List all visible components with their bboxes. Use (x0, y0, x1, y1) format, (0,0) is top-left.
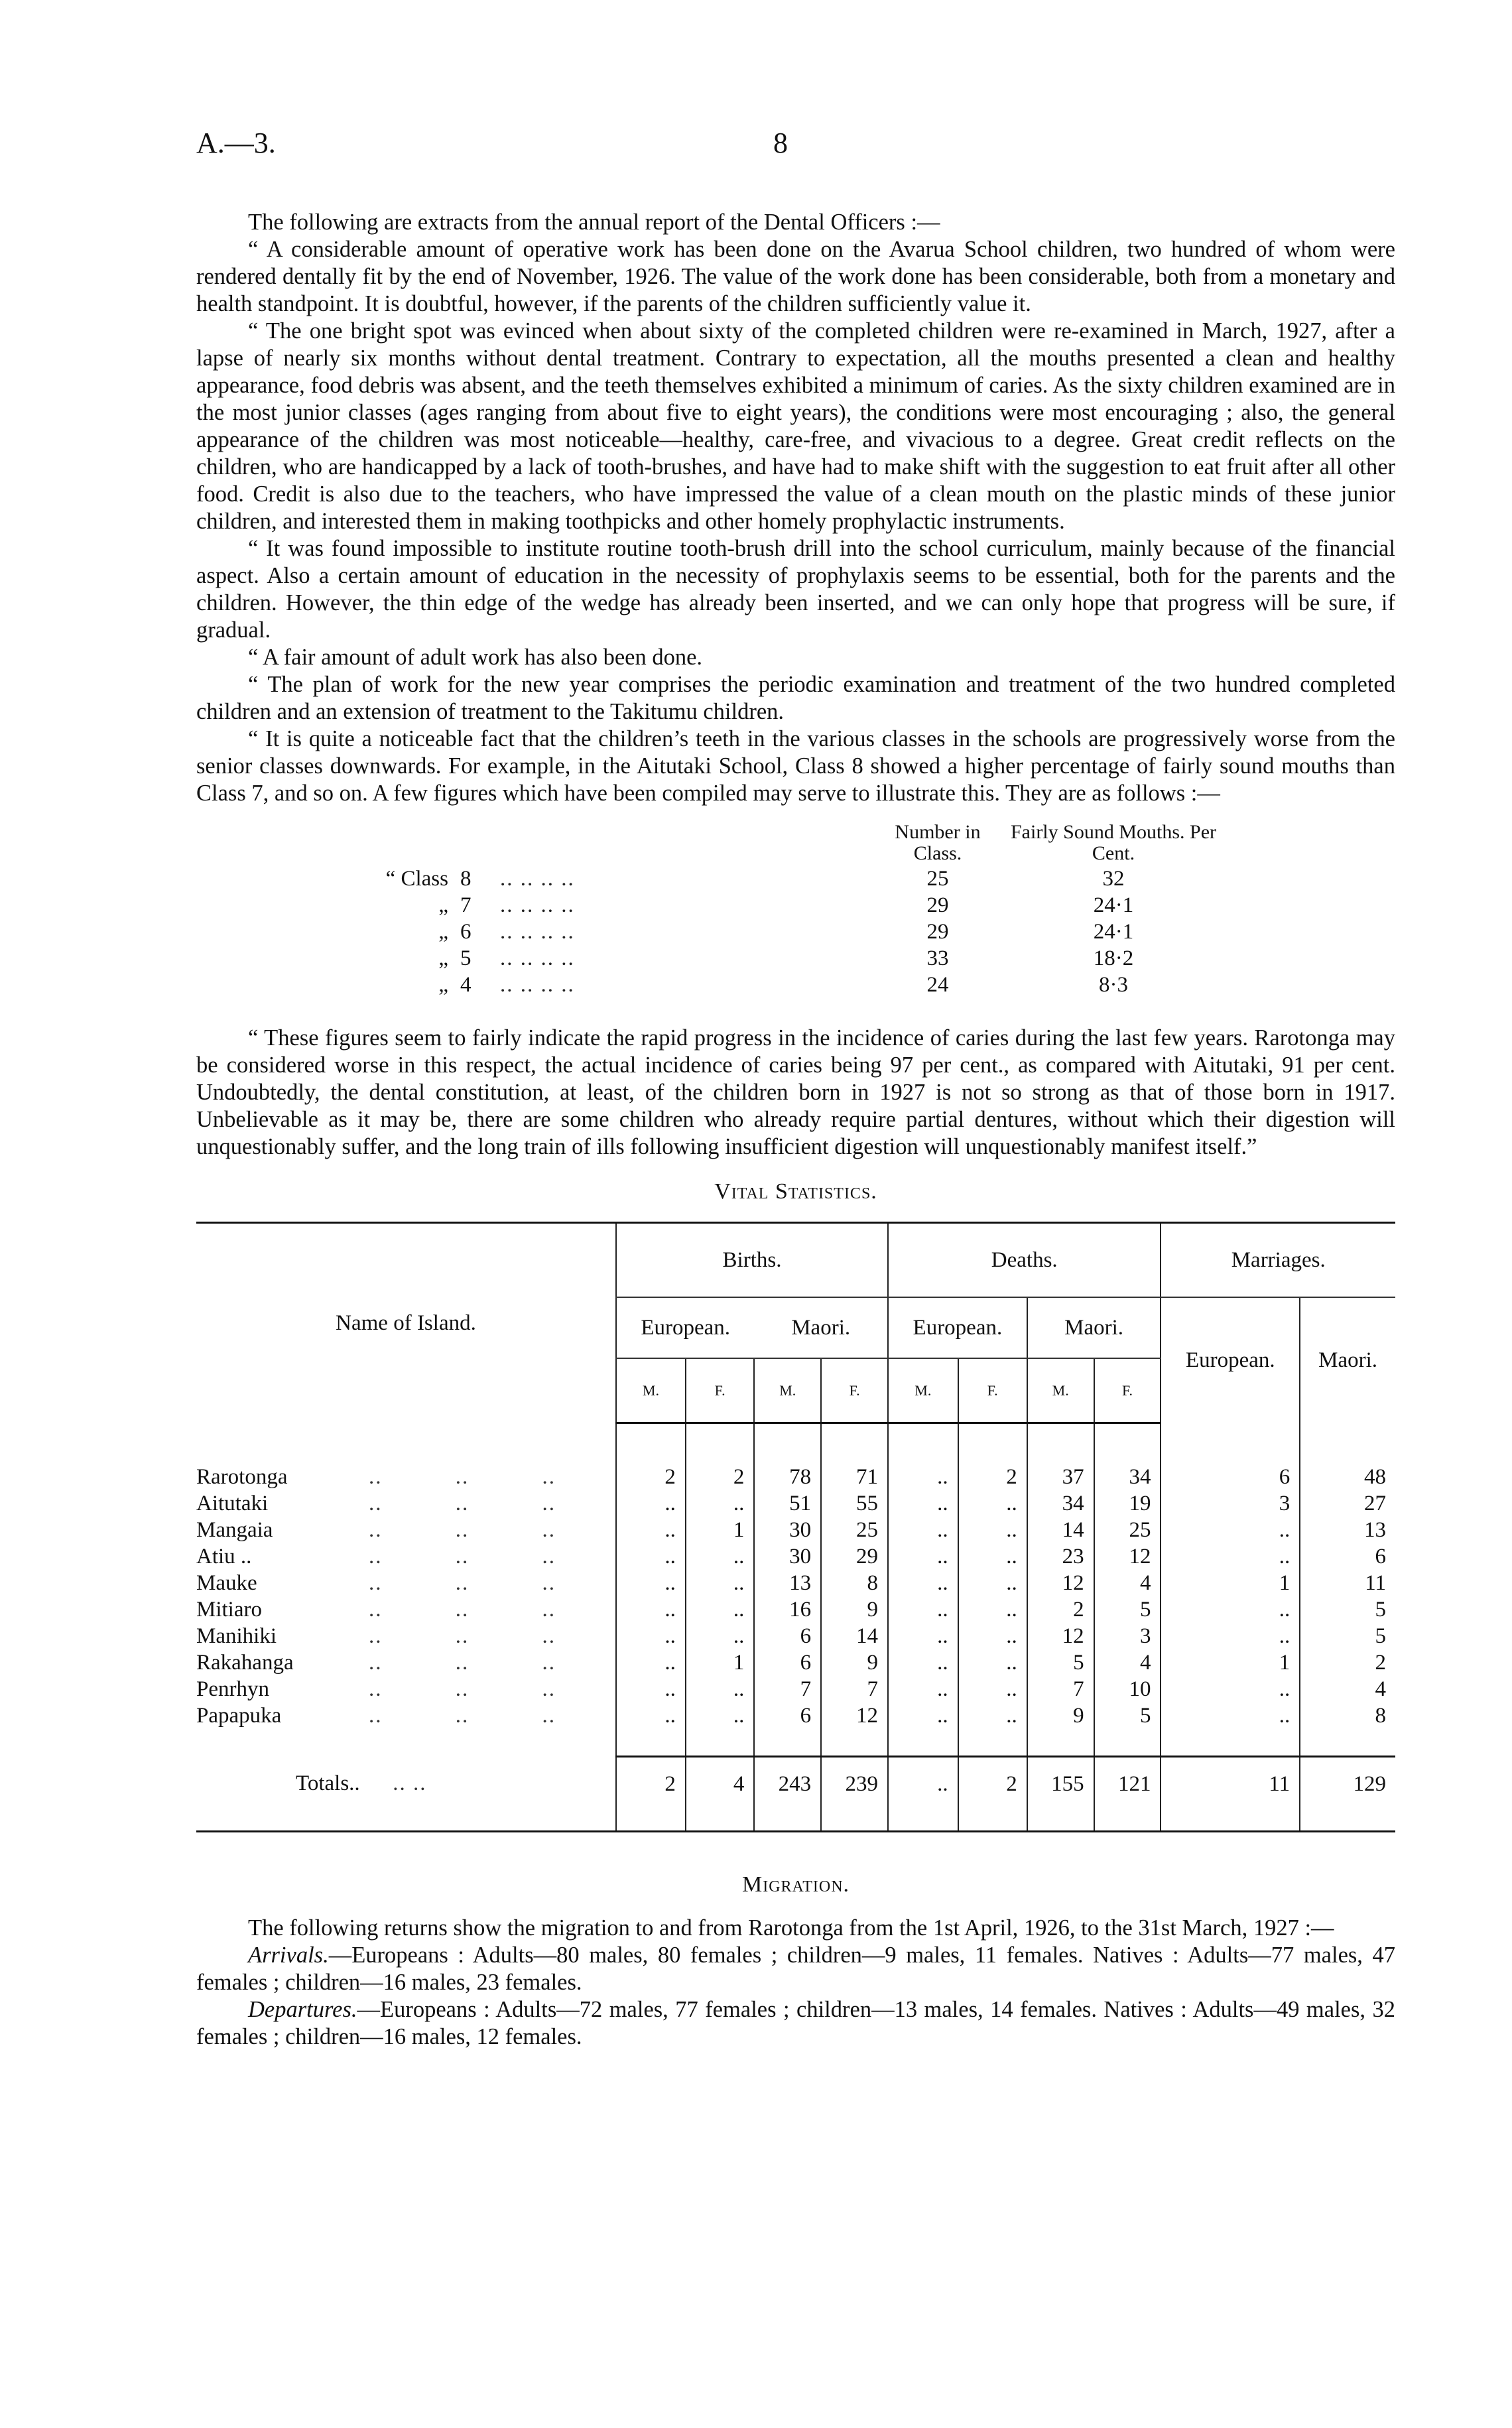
cell-b-ma-m: 30 (754, 1517, 821, 1543)
deaths-eu-f-header: F. (958, 1358, 1027, 1423)
deaths-ma-m-header: M. (1027, 1358, 1094, 1423)
cell-d-ma-m: 37 (1027, 1464, 1094, 1490)
cell-m-eu: 1 (1161, 1570, 1300, 1596)
cell-b-ma-f: 9 (821, 1596, 888, 1623)
cell-d-eu-f: .. (958, 1676, 1027, 1702)
dental-paragraph: “ It was found impossible to institute routine tooth-brush drill into the school curriculum, mainly because of the financial aspect. Also a certain amount of education in the necessity of prophylaxis seems to be essential, both for the parents and the children. However, the thin edge of the wedge has already been inserted, and we can only hope that progress will be sure, if gradual. (196, 536, 1395, 643)
cell-d-ma-m: 9 (1027, 1702, 1094, 1729)
vital-statistics-title: Vital Statistics. (714, 1179, 877, 1204)
vital-statistics-table (196, 1222, 1395, 1832)
table-row (196, 1649, 1395, 1676)
document-page (196, 126, 1395, 2051)
cell-b-eu-f: .. (686, 1623, 754, 1649)
cell-b-eu-f: .. (686, 1490, 754, 1517)
dental-paragraph: “ It is quite a noticeable fact that the children’s teeth in the various classes in the schools are progressively worse from the senior classes downwards. For example, in the Aitutaki School, Class 8 showed a higher percentage of fairly sound mouths than Class 7, and so on. A few figures which have been compiled may serve to illustrate this. They are as follows :— (196, 726, 1395, 806)
deaths-ma-f-header: F. (1094, 1358, 1161, 1423)
migration-title: Migration. (741, 1872, 850, 1897)
island-name-cell: Mangaia .. .. .. (196, 1518, 556, 1542)
cell-b-eu-f: .. (686, 1676, 754, 1702)
cell-m-ma: 11 (1300, 1570, 1395, 1596)
births-ma-f-header: F. (821, 1358, 888, 1423)
cell-b-eu-m: .. (616, 1543, 686, 1570)
cell-d-ma-f: 12 (1094, 1543, 1161, 1570)
marriages-header: Marriages. (1161, 1223, 1395, 1298)
island-name-cell: Penrhyn .. .. .. (196, 1677, 556, 1701)
cell-d-ma-m: 23 (1027, 1543, 1094, 1570)
cell-d-eu-m: .. (888, 1543, 958, 1570)
births-maori-header: Maori. (754, 1297, 888, 1358)
island-name-cell: Mauke .. .. .. (196, 1571, 556, 1595)
cell-d-ma-f: 4 (1094, 1649, 1161, 1676)
cell-d-ma-f: 34 (1094, 1464, 1161, 1490)
cell-d-ma-f: 5 (1094, 1596, 1161, 1623)
cell-b-ma-m: 7 (754, 1676, 821, 1702)
cell-d-ma-m: 5 (1027, 1649, 1094, 1676)
totals-row: Totals.. .. .. 2 4 243 239 .. 2 155 121 11 129 (196, 1757, 1395, 1811)
cell-b-ma-f: 25 (821, 1517, 888, 1543)
running-header (196, 126, 1395, 172)
cell-b-eu-m: .. (616, 1649, 686, 1676)
cell-m-ma: 2 (1300, 1649, 1395, 1676)
cell-d-ma-m: 14 (1027, 1517, 1094, 1543)
migration-departures (196, 1996, 1395, 2051)
cell-b-eu-f: .. (686, 1596, 754, 1623)
cell-b-eu-m: .. (616, 1490, 686, 1517)
cell-d-ma-f: 25 (1094, 1517, 1161, 1543)
cell-b-ma-f: 14 (821, 1623, 888, 1649)
cell-d-ma-f: 3 (1094, 1623, 1161, 1649)
cell-b-eu-f: .. (686, 1543, 754, 1570)
cell-d-ma-m: 7 (1027, 1676, 1094, 1702)
cell-m-ma: 8 (1300, 1702, 1395, 1729)
migration-intro: The following returns show the migration to and from Rarotonga from the 1st April, 1926, to the 31st March, 1927 :— (248, 1915, 1334, 1941)
cell-b-eu-f: 1 (686, 1649, 754, 1676)
cell-d-ma-f: 10 (1094, 1676, 1161, 1702)
cell-m-eu: 1 (1161, 1649, 1300, 1676)
dental-paragraph: “ A fair amount of adult work has also been done. (248, 645, 703, 670)
totals-label: Totals.. .. .. (296, 1771, 427, 1796)
island-name-cell: Mitiaro .. .. .. (196, 1598, 556, 1622)
migration-arrivals (196, 1942, 1395, 1996)
cell-b-ma-m: 6 (754, 1702, 821, 1729)
births-eu-m-header: M. (616, 1358, 686, 1423)
marriages-maori-header: Maori. (1300, 1297, 1395, 1423)
cell-b-eu-f: .. (686, 1702, 754, 1729)
table-row (196, 1623, 1395, 1649)
cell-m-eu: .. (1161, 1517, 1300, 1543)
dental-intro-paragraph: The following are extracts from the annual report of the Dental Officers :— (248, 210, 940, 235)
cell-b-ma-m: 16 (754, 1596, 821, 1623)
cell-d-eu-f: .. (958, 1649, 1027, 1676)
number-in-class-header: Number in Class. (895, 821, 981, 864)
cell-b-eu-m: .. (616, 1676, 686, 1702)
cell-b-eu-f: .. (686, 1570, 754, 1596)
vital-statistics-body (196, 1423, 1395, 1832)
dental-paragraph: “ The plan of work for the new year comprises the periodic examination and treatment of the two hundred completed children and an extension of treatment to the Takitumu children. (196, 672, 1395, 724)
class-table-header (375, 822, 1395, 864)
cell-d-eu-m: .. (888, 1623, 958, 1649)
cell-b-ma-f: 7 (821, 1676, 888, 1702)
births-european-header: European. (616, 1297, 754, 1358)
fairly-sound-header: Fairly Sound Mouths. Per Cent. (1010, 821, 1217, 864)
cell-b-ma-f: 8 (821, 1570, 888, 1596)
island-name-cell: Aitutaki .. .. .. (196, 1492, 556, 1515)
deaths-european-header: European. (888, 1297, 1027, 1358)
cell-m-ma: 27 (1300, 1490, 1395, 1517)
table-row (196, 1464, 1395, 1490)
marriages-european-header: European. (1161, 1297, 1300, 1423)
cell-d-eu-m: .. (888, 1649, 958, 1676)
cell-d-eu-m: .. (888, 1702, 958, 1729)
class-row: „ 4 .. .. .. .. 24 8·3 (438, 973, 1128, 997)
cell-d-eu-m: .. (888, 1596, 958, 1623)
cell-b-eu-m: .. (616, 1702, 686, 1729)
page-number: 8 (773, 127, 788, 159)
table-row (196, 1543, 1395, 1570)
cell-m-eu: .. (1161, 1702, 1300, 1729)
cell-b-ma-f: 12 (821, 1702, 888, 1729)
dental-closing-paragraph: “ These figures seem to fairly indicate the rapid progress in the incidence of caries during the last few years. Rarotonga may be considered worse in this respect, the actual incidence of caries being 97 per cent., as compared with Aitutaki, 91 per cent. Undoubtedly, the dental constitution, at least, of the children born in 1927 is not so strong as that of those born in 1917. Unbelievable as it may be, there are some children who already require partial dentures, without which their digestion will unquestionably suffer, and the long train of ills following insufficient digestion will unquestionably manifest itself.” (196, 1025, 1395, 1159)
table-row (196, 1702, 1395, 1729)
cell-b-eu-m: .. (616, 1570, 686, 1596)
cell-b-eu-m: 2 (616, 1464, 686, 1490)
dental-report-section (196, 209, 1395, 807)
cell-d-eu-m: .. (888, 1676, 958, 1702)
cell-b-eu-m: .. (616, 1596, 686, 1623)
table-row (196, 1676, 1395, 1702)
island-name-cell: Atiu .. .. .. .. (196, 1545, 556, 1568)
cell-b-ma-f: 29 (821, 1543, 888, 1570)
cell-d-eu-f: .. (958, 1623, 1027, 1649)
dental-paragraph: “ The one bright spot was evinced when about sixty of the completed children were re-examined in March, 1927, after a lapse of nearly six months without dental treatment. Contrary to expectation, all the mouths presented a clean and healthy appearance, food debris was absent, and the teeth themselves exhibited a minimum of caries. As the sixty children examined are in the most junior classes (ages ranging from about five to eight years), the conditions were most encouraging ; also, the general appearance of the children was most noticeable—healthy, care-free, and vivacious to a degree. Great credit reflects on the children, who are handicapped by a lack of tooth-brushes, and have had to make shift with the suggestion to eat fruit after all other food. Credit is also due to the teachers, who have impressed the value of a clean mouth on the plastic minds of these junior children, and interested them in making toothpicks and other homely prophylactic instruments. (196, 318, 1395, 534)
cell-b-ma-f: 71 (821, 1464, 888, 1490)
class-figures-table (375, 822, 1395, 998)
cell-b-ma-m: 78 (754, 1464, 821, 1490)
class-row: „ 5 .. .. .. .. 33 18·2 (438, 946, 1134, 970)
cell-d-eu-m: .. (888, 1570, 958, 1596)
cell-d-ma-f: 4 (1094, 1570, 1161, 1596)
name-of-island-header: Name of Island. (336, 1311, 476, 1336)
table-row (196, 1596, 1395, 1623)
cell-d-eu-m: .. (888, 1490, 958, 1517)
migration-section (196, 1915, 1395, 2051)
island-name-cell: Rarotonga .. .. .. (196, 1465, 556, 1489)
island-name-cell: Rakahanga .. .. .. (196, 1651, 556, 1675)
arrivals-text: —Europeans : Adults—80 males, 80 females ; children—9 males, 11 females. Natives : Adults—77 males, 47 females ; children—16 males, 23 females. (196, 1943, 1395, 1995)
table-row (196, 1570, 1395, 1596)
cell-d-eu-f: .. (958, 1517, 1027, 1543)
births-header: Births. (616, 1223, 888, 1298)
cell-d-eu-f: .. (958, 1596, 1027, 1623)
island-name-cell: Manihiki .. .. .. (196, 1624, 556, 1648)
departures-text: —Europeans : Adults—72 males, 77 females ; children—13 males, 14 females. Natives : Adults—49 males, 32 females ; children—16 males, 12 females. (196, 1997, 1395, 2049)
cell-m-eu: .. (1161, 1543, 1300, 1570)
cell-d-eu-f: .. (958, 1702, 1027, 1729)
cell-m-ma: 6 (1300, 1543, 1395, 1570)
cell-d-eu-f: .. (958, 1490, 1027, 1517)
table-row (196, 1490, 1395, 1517)
cell-d-ma-f: 5 (1094, 1702, 1161, 1729)
cell-b-eu-m: .. (616, 1623, 686, 1649)
cell-d-ma-m: 34 (1027, 1490, 1094, 1517)
departures-label: Departures. (248, 1997, 357, 2022)
table-row (196, 1517, 1395, 1543)
class-row: „ 7 .. .. .. .. 29 24·1 (438, 893, 1134, 917)
cell-m-eu: .. (1161, 1623, 1300, 1649)
arrivals-label: Arrivals. (248, 1943, 329, 1968)
cell-b-eu-f: 1 (686, 1517, 754, 1543)
cell-m-ma: 5 (1300, 1623, 1395, 1649)
cell-d-eu-f: .. (958, 1570, 1027, 1596)
cell-d-eu-m: .. (888, 1517, 958, 1543)
cell-b-ma-f: 55 (821, 1490, 888, 1517)
cell-d-ma-m: 12 (1027, 1570, 1094, 1596)
cell-m-eu: 3 (1161, 1490, 1300, 1517)
document-reference: A.—3. (196, 127, 276, 159)
cell-b-ma-m: 30 (754, 1543, 821, 1570)
cell-d-eu-f: 2 (958, 1464, 1027, 1490)
cell-b-ma-m: 51 (754, 1490, 821, 1517)
dental-closing-section (196, 1025, 1395, 1161)
cell-d-ma-f: 19 (1094, 1490, 1161, 1517)
cell-m-eu: .. (1161, 1596, 1300, 1623)
cell-b-eu-f: 2 (686, 1464, 754, 1490)
deaths-eu-m-header: M. (888, 1358, 958, 1423)
cell-d-ma-m: 2 (1027, 1596, 1094, 1623)
class-row: „ 6 .. .. .. .. 29 24·1 (438, 920, 1134, 944)
births-ma-m-header: M. (754, 1358, 821, 1423)
cell-m-eu: .. (1161, 1676, 1300, 1702)
cell-m-ma: 4 (1300, 1676, 1395, 1702)
cell-b-ma-m: 13 (754, 1570, 821, 1596)
deaths-maori-header: Maori. (1027, 1297, 1161, 1358)
cell-m-ma: 5 (1300, 1596, 1395, 1623)
island-name-cell: Papapuka .. .. .. (196, 1704, 556, 1728)
cell-d-eu-f: .. (958, 1543, 1027, 1570)
cell-b-ma-m: 6 (754, 1623, 821, 1649)
cell-d-ma-m: 12 (1027, 1623, 1094, 1649)
cell-b-eu-m: .. (616, 1517, 686, 1543)
births-eu-f-header: F. (686, 1358, 754, 1423)
deaths-header: Deaths. (888, 1223, 1161, 1298)
cell-b-ma-f: 9 (821, 1649, 888, 1676)
class-row: “ Class 8 .. .. .. .. 25 32 (385, 867, 1125, 891)
cell-b-ma-m: 6 (754, 1649, 821, 1676)
cell-m-ma: 48 (1300, 1464, 1395, 1490)
cell-m-eu: 6 (1161, 1464, 1300, 1490)
cell-m-ma: 13 (1300, 1517, 1395, 1543)
dental-paragraph: “ A considerable amount of operative work has been done on the Avarua School children, two hundred of whom were rendered dentally fit by the end of November, 1926. The value of the work done has been considerable, both from a monetary and health standpoint. It is doubtful, however, if the parents of the children sufficiently value it. (196, 237, 1395, 316)
cell-d-eu-m: .. (888, 1464, 958, 1490)
